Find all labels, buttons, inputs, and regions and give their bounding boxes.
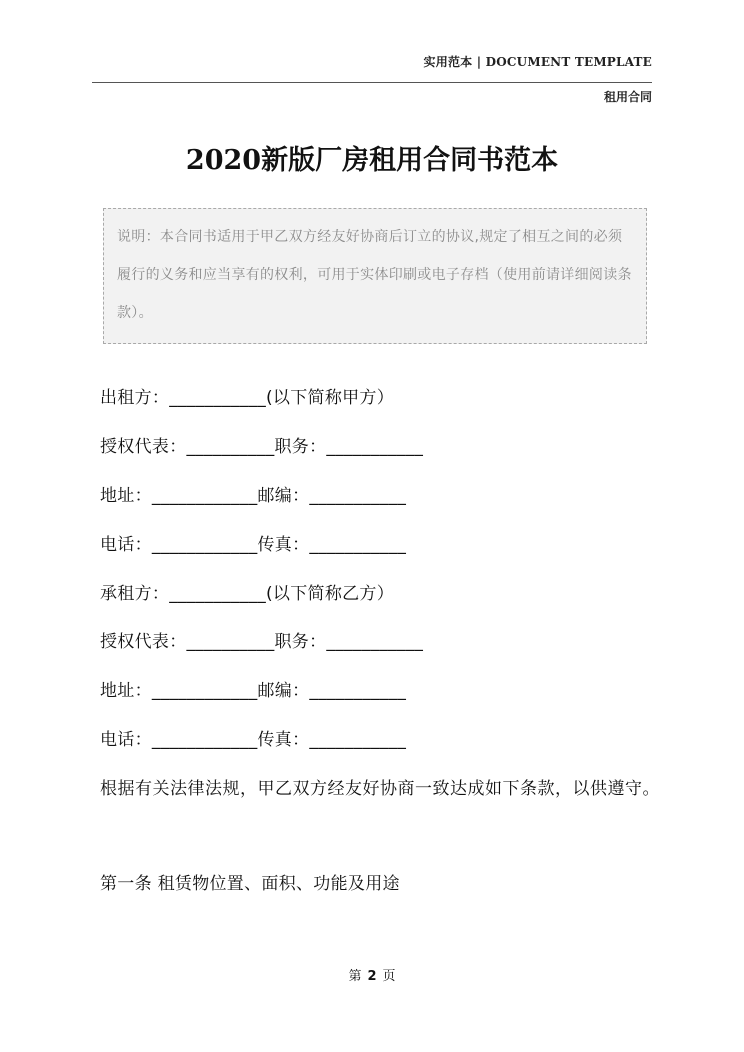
document-title: 2020新版厂房租用合同书范本 <box>185 145 559 176</box>
instruction-note-text: 说明：本合同书适用于甲乙双方经友好协商后订立的协议,规定了相互之间的必须履行的义务和应当享有的权利，可用于实体印刷或电子存档（使用前请详细阅读条款）。 <box>117 229 632 321</box>
lessor-field: 出租方：___________(以下简称甲方） <box>100 388 395 408</box>
intro-paragraph: 根据有关法律法规，甲乙双方经友好协商一致达成如下条款，以供遵守。 <box>100 779 660 799</box>
lessee-field: 承租方：___________(以下简称乙方） <box>100 584 395 604</box>
lessee-address-field: 地址：____________邮编：___________ <box>100 681 407 701</box>
lessee-phone-field: 电话：____________传真：___________ <box>100 730 407 750</box>
page-suffix: 页 <box>382 969 396 984</box>
lessor-address-field: 地址：____________邮编：___________ <box>100 486 407 506</box>
instruction-note <box>103 208 647 344</box>
header-category: 租用合同 <box>603 90 652 104</box>
header-label: 实用范本 | DOCUMENT TEMPLATE <box>423 55 652 69</box>
lessee-representative-field: 授权代表：__________职务：___________ <box>100 632 424 652</box>
lessor-representative-field: 授权代表：__________职务：___________ <box>100 437 424 457</box>
page-footer <box>0 965 744 984</box>
header-divider <box>92 82 652 83</box>
lessor-phone-field: 电话：____________传真：___________ <box>100 535 407 555</box>
page-prefix: 第 <box>348 969 362 984</box>
page-number: 2 <box>367 969 377 984</box>
section-heading: 第一条 租赁物位置、面积、功能及用途 <box>100 874 400 894</box>
